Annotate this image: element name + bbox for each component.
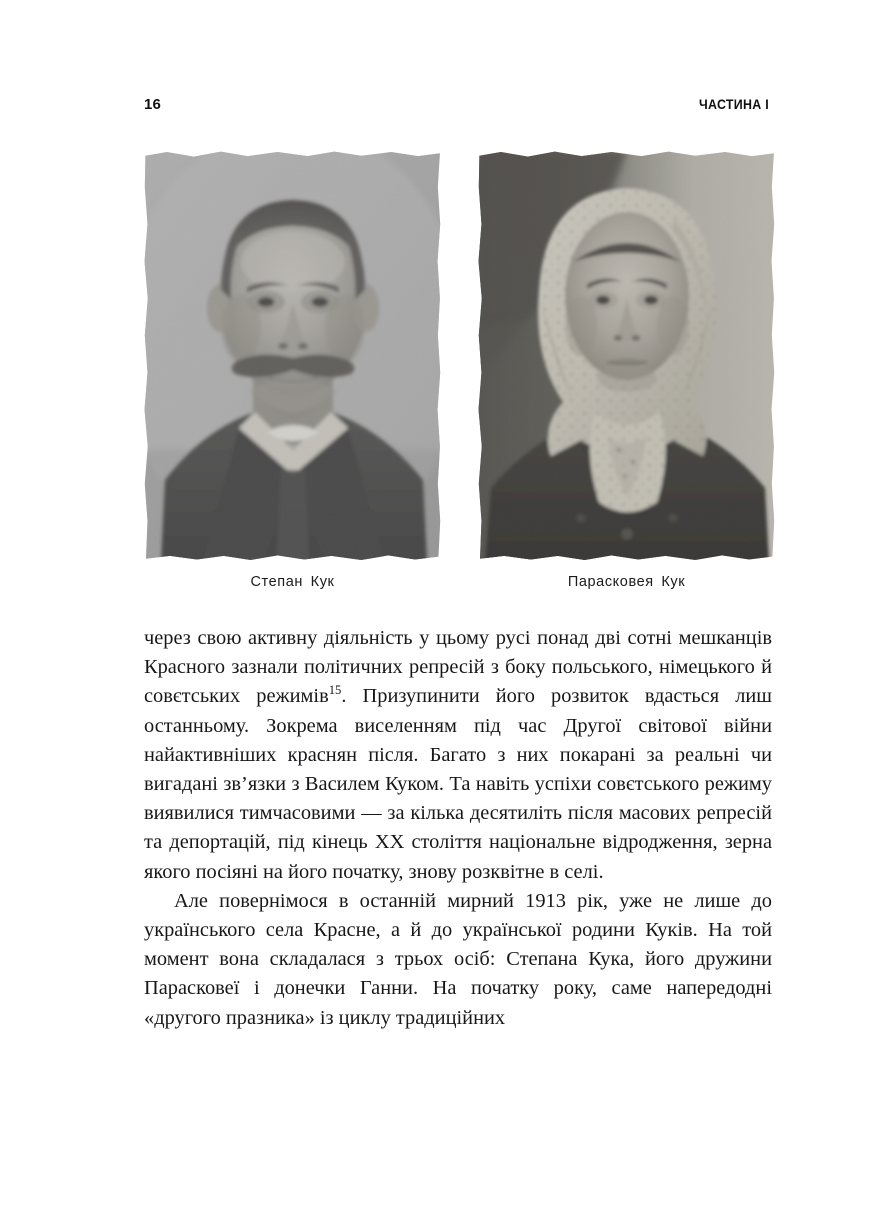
photograph-elderly-man: [143, 150, 442, 562]
part-label: ЧАСТИНА I: [699, 97, 769, 112]
running-head: [144, 96, 772, 118]
paragraph-1-part-1: через свою активну діяльність у цьому русі понад дві сотні мешканців Красного зазнали політичних репресій з боку польського, німецького й совєтських режимів: [144, 627, 772, 708]
paragraph-1-part-2: . Призупинити його розвиток вдасться лиш останньому. Зокрема виселенням під час Другої світової війни найактивніших краснян після. Багато з них покарані за реальні чи вигадані зв’язки з Василем Куком. Та навіть успіхи совєтського режиму виявилися тимчасовими — за кілька десятиліть після масових репресій та депортацій, під кінець ХХ століття національне відродження, зерна якого посіяні на його початку, знову розквітне в селі.: [144, 685, 772, 883]
figure-group: [143, 150, 756, 610]
paragraph-2: Але повернімося в останній мирний 1913 рік, уже не лише до українського села Красне, а й до української родини Куків. На той момент вона складалася з трьох осіб: Степана Кука, його дружини Парасковеї і донечки Ганни. На початку року, саме напередодні «другого празника» із циклу традиційних: [144, 889, 772, 1029]
figure-caption-stepan-kuk: Степан Кук: [250, 574, 335, 590]
photograph-elderly-woman: [477, 150, 776, 562]
paragraph-1: [144, 624, 772, 887]
figure-paraskoveya-kuk: [477, 150, 776, 590]
page-number: 16: [144, 96, 162, 113]
figure-stepan-kuk: [143, 150, 442, 590]
figure-caption-paraskoveya-kuk: Парасковея Кук: [567, 574, 686, 590]
footnote-marker-15[interactable]: 15: [328, 683, 342, 698]
body-text: [144, 624, 772, 1033]
